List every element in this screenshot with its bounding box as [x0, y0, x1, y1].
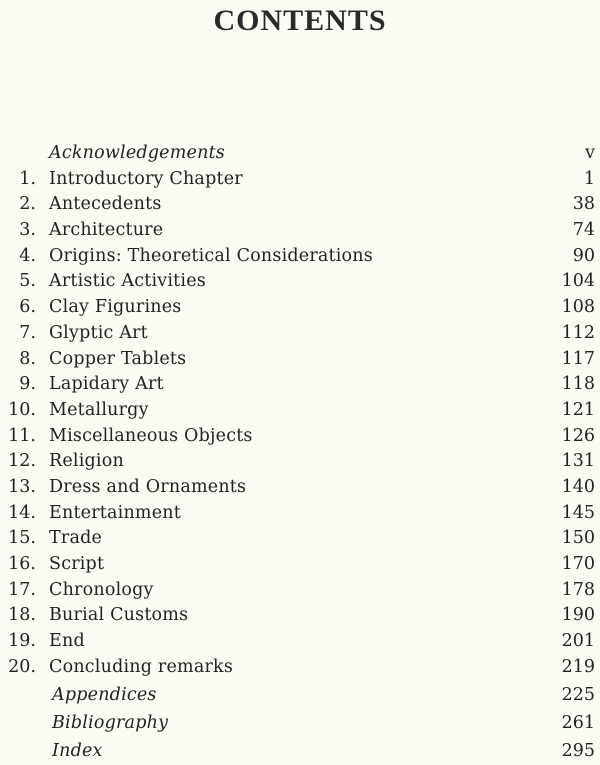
- entry-title: Miscellaneous Objects: [49, 425, 253, 446]
- entry-number: 18.: [8, 605, 36, 626]
- entry-page-number: 74: [572, 220, 595, 241]
- entry-title: Religion: [49, 451, 124, 472]
- entry-page-number: 112: [561, 322, 595, 343]
- entry-number: 19.: [8, 631, 36, 652]
- entry-page-number: 219: [561, 656, 595, 677]
- toc-entry: [0, 526, 600, 552]
- entry-number: 14.: [8, 502, 36, 523]
- entry-number: 8.: [19, 348, 36, 369]
- entry-page-number: 150: [561, 528, 595, 549]
- toc-entry: [0, 244, 600, 270]
- entry-title: Dress and Ornaments: [49, 476, 247, 497]
- toc-entry: [0, 424, 600, 450]
- toc-entry: [0, 578, 600, 604]
- entry-title: Concluding remarks: [49, 656, 234, 677]
- entry-number: 3.: [19, 220, 36, 241]
- entry-page-number: 170: [561, 554, 595, 574]
- entry-page-number: 261: [561, 713, 595, 734]
- toc-entry: [0, 655, 600, 681]
- contents-list: [0, 141, 600, 765]
- entry-title: Acknowledgements: [49, 143, 225, 163]
- toc-entry: [0, 167, 600, 193]
- entry-title: Lapidary Art: [49, 374, 164, 395]
- entry-number: 4.: [19, 245, 36, 266]
- entry-title: Artistic Activities: [49, 271, 206, 292]
- entry-page-number: 201: [561, 631, 595, 652]
- entry-page-number: 190: [561, 605, 595, 626]
- toc-entry: [0, 295, 600, 321]
- entry-page-number: 118: [561, 374, 595, 395]
- entry-page-number: 121: [561, 399, 595, 420]
- entry-title: Introductory Chapter: [49, 168, 243, 189]
- entry-title: Antecedents: [49, 194, 162, 215]
- entry-number: 17.: [8, 579, 36, 600]
- entry-title: Chronology: [49, 579, 154, 600]
- entry-number: 5.: [19, 271, 36, 292]
- entry-page-number: 140: [561, 476, 595, 497]
- entry-page-number: 1: [583, 168, 595, 189]
- toc-entry: [0, 683, 600, 709]
- entry-number: 13.: [8, 476, 36, 497]
- entry-number: 12.: [8, 451, 36, 472]
- entry-page-number: 104: [561, 271, 595, 292]
- entry-title: Architecture: [49, 220, 164, 241]
- entry-title: Bibliography: [52, 713, 169, 734]
- entry-title: Index: [52, 741, 103, 762]
- entry-page-number: 126: [561, 425, 595, 446]
- entry-title: Appendices: [52, 684, 157, 705]
- entry-number: 11.: [8, 425, 36, 446]
- entry-number: 1.: [19, 168, 36, 189]
- toc-entry: [0, 321, 600, 347]
- toc-entry: [0, 192, 600, 218]
- entry-number: 15.: [8, 528, 36, 549]
- page-title: CONTENTS: [213, 4, 387, 37]
- toc-entry: [0, 739, 600, 765]
- toc-entry: [0, 711, 600, 737]
- entry-title: Origins: Theoretical Considerations: [49, 245, 373, 266]
- entry-number: 16.: [8, 554, 36, 574]
- entry-title: End: [49, 631, 85, 652]
- entry-number: 2.: [19, 194, 36, 215]
- toc-entry: [0, 269, 600, 295]
- entry-page-number: 145: [561, 502, 595, 523]
- toc-entry: [0, 475, 600, 501]
- toc-entry: [0, 347, 600, 373]
- entry-title: Trade: [49, 528, 103, 549]
- entry-title: Entertainment: [49, 502, 181, 523]
- toc-entry: [0, 141, 600, 167]
- entry-number: 9.: [19, 374, 36, 395]
- entry-page-number: 38: [572, 194, 595, 215]
- entry-title: Burial Customs: [49, 605, 189, 626]
- entry-title: Clay Figurines: [49, 297, 182, 318]
- entry-title: Glyptic Art: [49, 322, 148, 343]
- entry-page-number: 108: [561, 297, 595, 318]
- entry-title: Script: [49, 554, 105, 574]
- entry-number: 6.: [19, 297, 36, 318]
- entry-page-number: 295: [561, 741, 595, 762]
- entry-page-number: 90: [572, 245, 595, 266]
- toc-entry: [0, 372, 600, 398]
- entry-number: 20.: [8, 656, 36, 677]
- entry-title: Copper Tablets: [49, 348, 187, 369]
- toc-entry: [0, 603, 600, 629]
- toc-entry: [0, 218, 600, 244]
- entry-page-number: 117: [561, 348, 595, 369]
- toc-entry: [0, 501, 600, 527]
- toc-entry: [0, 552, 600, 578]
- entry-page-number: 131: [561, 451, 595, 472]
- toc-entry: [0, 629, 600, 655]
- entry-number: 7.: [19, 322, 36, 343]
- entry-page-number: 225: [561, 684, 595, 705]
- entry-page-number: 178: [561, 579, 595, 600]
- toc-entry: [0, 398, 600, 424]
- toc-entry: [0, 449, 600, 475]
- entry-page-number: v: [585, 143, 595, 163]
- entry-title: Metallurgy: [49, 399, 149, 420]
- entry-number: 10.: [8, 399, 36, 420]
